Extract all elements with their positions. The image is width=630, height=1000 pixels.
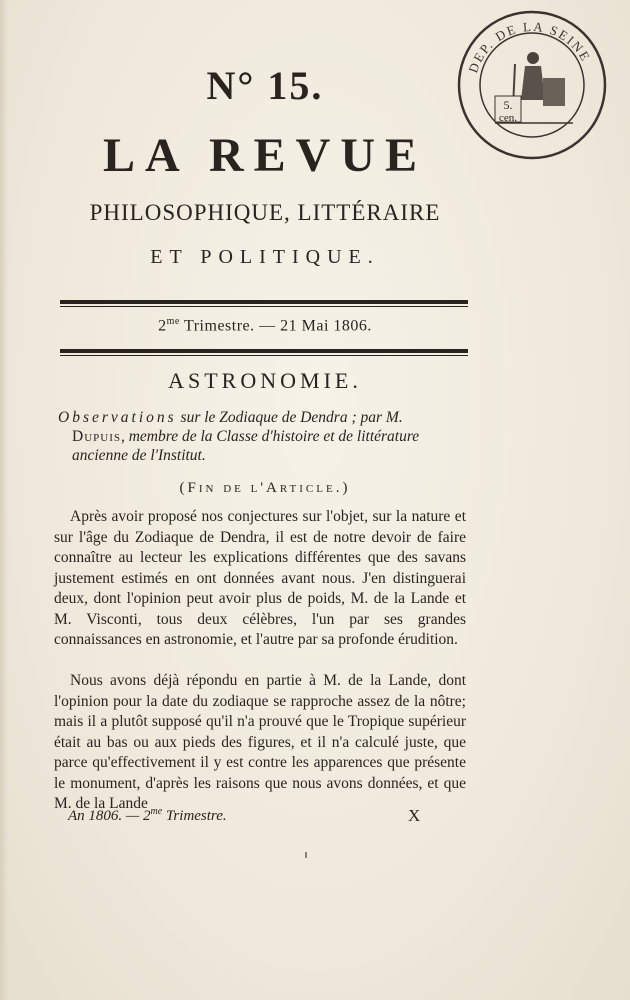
dateline-prefix: 2 [158, 317, 167, 335]
masthead-subtitle-line1: PHILOSOPHIQUE, LITTÉRAIRE [89, 200, 441, 225]
stamp-unit: cen. [498, 112, 518, 124]
paragraph-text: Après avoir proposé nos conjectures sur l'objet, sur la nature et sur l'âge du Zodiaque de Dendra, il est de notre devoir de faire connaître au lecteur les explications différentes que des savans justement estimés en ont données avant nous. J'en distinguerai deux, dont l'opinion peut avoir plus de poids, M. de la Lande et M. Visconti, tous deux célèbres, l'un par ses grandes connaissances en astronomie, et l'autre par sa profonde érudition. [54, 508, 466, 648]
dateline-rest: Trimestre. — 21 Mai 1806. [179, 317, 372, 335]
headline-text3: ancienne de l'Institut. [72, 447, 206, 464]
pencil-mark [305, 852, 307, 858]
headline-text1: sur le Zodiaque de Dendra ; par M. [176, 409, 403, 426]
masthead-subtitle-line2: ET POLITIQUE. [150, 246, 380, 268]
paragraph-text: Nous avons déjà répondu en partie à M. de la Lande, dont l'opinion pour la date du zodiaque se rapproche assez de la nôtre; mais il a plutôt supposé qu'il n'a prouvé que le Tropique supérieur était au bas ou aux pieds des figures, et il n'a calculé juste, que parce qu'effectivement il y est contre les apparences que présente le monument, d'après les raisons que nous avons données, et que M. de la Lande [54, 672, 466, 812]
headline-text2: , membre de la Classe d'histoire et de littérature [120, 428, 420, 445]
masthead-title: LA REVUE [102, 129, 428, 182]
section-heading: ASTRONOMIE. [168, 368, 362, 393]
headline-author: Dupuis [72, 428, 121, 445]
dateline [0, 316, 530, 335]
issue-number: N° 15. [206, 63, 324, 108]
headline-lead: Observations [58, 409, 177, 426]
article-paragraph-2 [54, 671, 466, 815]
footer-sig-prefix: An 1806. — 2 [68, 808, 151, 824]
dateline-sup: me [166, 316, 180, 327]
bottom-divider-rule [60, 347, 468, 356]
footer-signature [68, 808, 227, 824]
article-paragraph-1 [54, 507, 466, 651]
page-footer [68, 806, 468, 825]
continuation-note: (Fin de l'Article.) [179, 480, 351, 496]
signature-mark: X [408, 806, 422, 825]
footer-sig-sup: me [150, 806, 163, 817]
article-headline [58, 408, 478, 465]
stamp-text: DEP. DE LA SEINE [465, 18, 594, 75]
top-divider-rule [60, 298, 468, 307]
stamp-value: 5. [503, 98, 513, 112]
footer-sig-suffix: Trimestre. [162, 808, 227, 824]
